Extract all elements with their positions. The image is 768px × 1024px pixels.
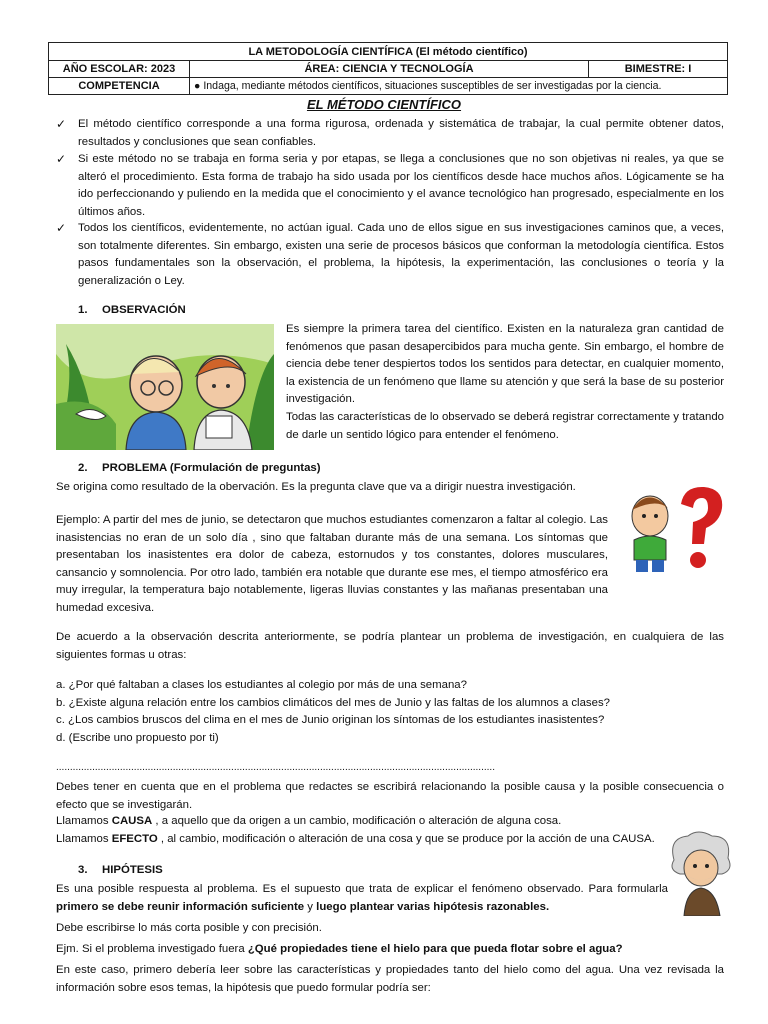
boy-question-mark-illustration (626, 484, 726, 576)
problem-paragraph-3: Debes tener en cuenta que en el problema que redactes se escribirá relacionando la posible causa y la posible consecuencia o efecto que se investigarán. (56, 781, 724, 811)
intro-text-1: El método científico corresponde a una forma rigurosa, ordenada y sistemática de trabajar, la cual permite obtener datos, resultados y conclusiones que sean confiables. (78, 118, 724, 148)
observation-paragraph-1: Es siempre la primera tarea del científico. Existen en la naturaleza gran cantidad de fenómenos que pasan desapercibidos para mucha gente. Sin embargo, el hombre de ciencia debe tener despiertos todos los sentidos para detectar, en cualquier momento, la existencia de un fenómeno que llame su atención y que será la base de su posterior investigación. (286, 323, 724, 405)
effect-definition: Llamamos EFECTO , al cambio, modificación o alteración de una cosa y que se produce por la acción de una CAUSA. (56, 833, 655, 845)
check-icon: ✓ (56, 221, 67, 235)
check-icon: ✓ (56, 117, 67, 131)
intro-text-3: Todos los científicos, evidentemente, no actúan igual. Cada uno de ellos sigue en sus investigaciones caminos que, a veces, son totalmente diferentes. Sin embargo, existen una serie de procesos básicos que conforman la metodología científica. Estos pasos fundamentales son la observación, el problema, la hipótesis, la experimentación, las conclusiones o teoría y la generalización o Ley. (78, 222, 724, 287)
question-d: d. (Escribe uno propuesto por ti) (56, 732, 219, 744)
intro-bullet-2 (56, 151, 724, 221)
school-year: AÑO ESCOLAR: 2023 (49, 61, 190, 78)
problem-paragraph-2: De acuerdo a la observación descrita anteriormente, se podría plantear un problema de investigación, en cualquiera de las siguientes formas u otras: (56, 631, 724, 661)
children-observing-illustration (56, 324, 274, 450)
observation-paragraph-2: Todas las características de lo observado se deberá registrar correctamente y tratando de darle un sentido lógico para entender el fenómeno. (286, 411, 724, 441)
question-c: c. ¿Los cambios bruscos del clima en el mes de Junio originan los síntomas de los estudiantes inasistentes? (56, 714, 605, 726)
area: ÁREA: CIENCIA Y TECNOLOGÍA (190, 61, 589, 78)
header-table (48, 42, 728, 95)
term: BIMESTRE: I (589, 61, 728, 78)
competence-text: ● Indaga, mediante métodos científicos, situaciones susceptibles de ser investigadas por la ciencia. (190, 78, 728, 95)
intro-bullet-3 (56, 220, 724, 290)
problem-paragraph-1: Se origina como resultado de la obervación. Es la pregunta clave que va a dirigir nuestra investigación. (56, 481, 576, 493)
section-2-heading: 2. PROBLEMA (Formulación de preguntas) (78, 462, 321, 474)
scientist-illustration (668, 830, 734, 916)
intro-bullet-1 (56, 116, 724, 151)
answer-dotted-line: .............................................................................................................................................................. (56, 762, 495, 773)
hypothesis-paragraph-2: Debe escribirse lo más corta posible y con precisión. (56, 922, 322, 934)
hypothesis-paragraph-1: Es una posible respuesta al problema. Es el supuesto que trata de explicar el fenómeno observado. Para formularla primero se debe reunir información suficiente y luego plantear varias hipótesis razonables. (56, 883, 668, 913)
header-title: LA METODOLOGÍA CIENTÍFICA (El método científico) (49, 43, 728, 61)
section-3-heading: 3. HIPÓTESIS (78, 864, 163, 876)
hypothesis-paragraph-4: En este caso, primero debería leer sobre las características y propiedades tanto del hielo como del agua. Una vez revisada la información sobre esos temas, la hipótesis que puedo formular podría ser: (56, 964, 724, 994)
question-b: b. ¿Existe alguna relación entre los cambios climáticos del mes de Junio y las faltas de los alumnos a clases? (56, 697, 610, 709)
cause-definition: Llamamos CAUSA , a aquello que da origen a un cambio, modificación o alteración de alguna cosa. (56, 815, 562, 827)
check-icon: ✓ (56, 152, 67, 166)
problem-example: Ejemplo: A partir del mes de junio, se detectaron que muchos estudiantes comenzaron a faltar al colegio. Las inasistencias no eran de un solo día , sino que faltaban durante más de una semana. Los síntomas que presentaban los inasistentes era dolor de cabeza, estornudos y tos constantes, dolores musculares, cansancio y somnolencia. Por otro lado, también era notable que durante ese mes, el tiempo atmosférico era muy irregular, la temperatura bajo notablemente, ligeras lluvias constantes y las mañanas presentaban una humedad excesiva. (56, 514, 608, 614)
question-a: a. ¿Por qué faltaban a clases los estudiantes al colegio por más de una semana? (56, 679, 467, 691)
section-1-heading: 1. OBSERVACIÓN (78, 304, 186, 316)
hypothesis-example: Ejm. Si el problema investigado fuera ¿Qué propiedades tiene el hielo para que pueda flotar sobre el agua? (56, 943, 623, 955)
document-title: EL MÉTODO CIENTÍFICO (306, 97, 462, 112)
competence-label: COMPETENCIA (49, 78, 190, 95)
intro-text-2: Si este método no se trabaja en forma seria y por etapas, se llega a conclusiones que no son objetivas ni reales, ya que se alteró el procedimiento. Esta forma de trabajo ha sido usada por los científicos desde hace muchos años. Lógicamente se ha ido perfeccionando y puliendo en la medida que el conocimiento y el avance tecnológico han progresado, especialmente en los últimos años. (78, 153, 724, 218)
